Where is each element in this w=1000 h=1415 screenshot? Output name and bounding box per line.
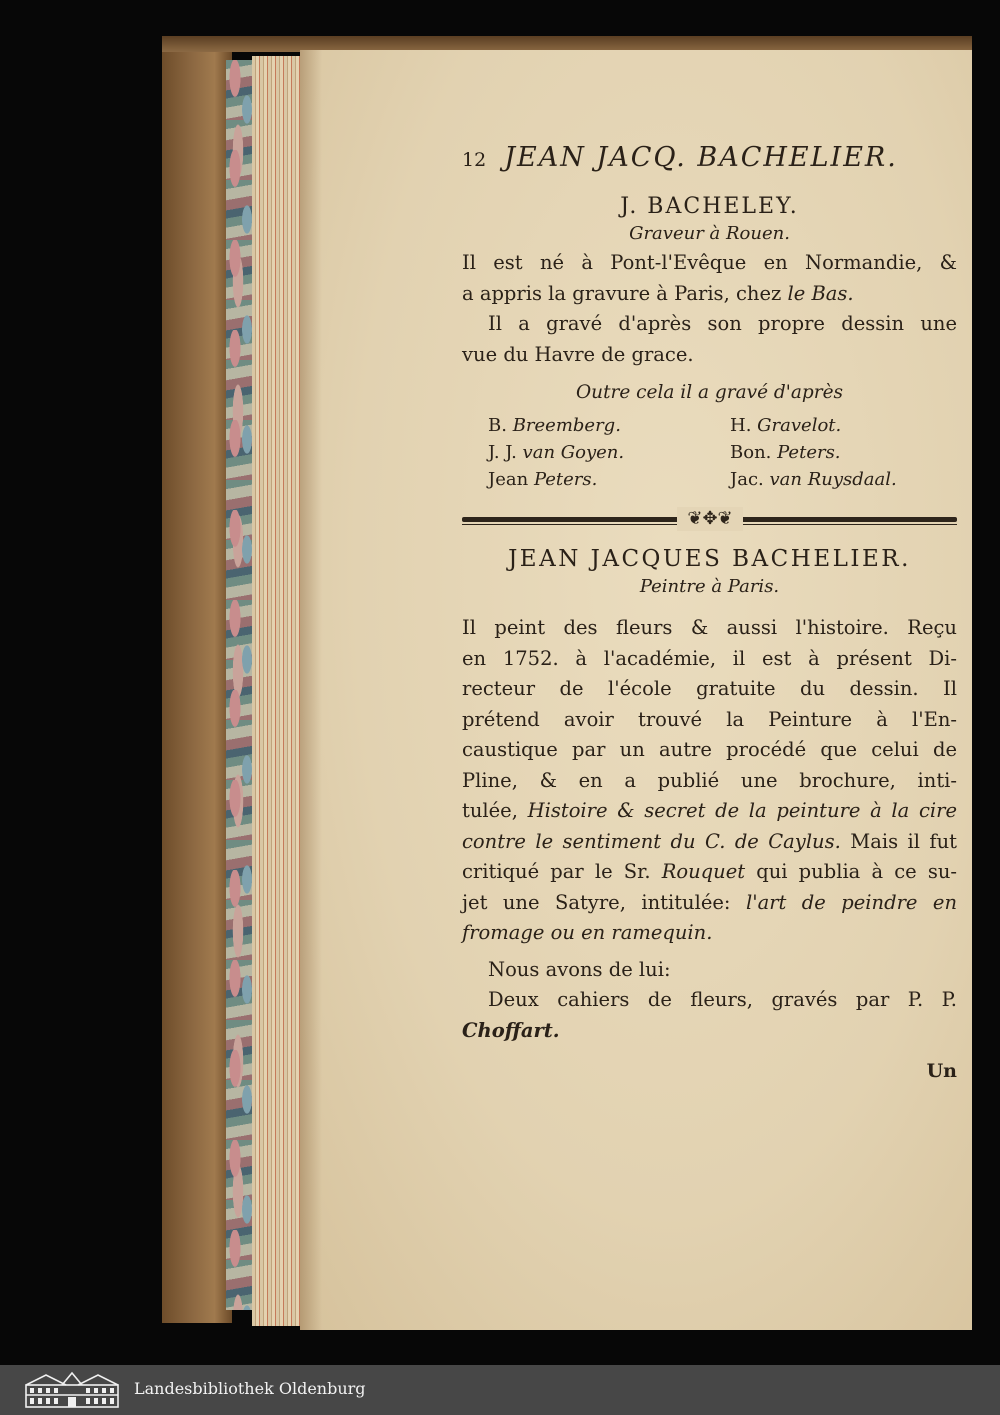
body-text: Mais il fut	[850, 829, 957, 853]
body-line: Deux cahiers de fleurs, gravés par P. P.	[488, 988, 957, 1011]
book-title: l'art de peindre en	[745, 890, 957, 914]
catchword: Un	[926, 1060, 957, 1082]
ornament-icon: ❦✥❦	[677, 507, 743, 531]
artist-name: Peters.	[777, 442, 841, 463]
works-intro: Nous avons de lui:	[488, 957, 671, 981]
body-text: qui publia à ce su-	[756, 860, 957, 883]
body-line: caustique par un autre procédé que celui de	[462, 738, 957, 761]
body-text: a appris la gravure à Paris, chez	[462, 281, 782, 305]
artist-name: Gravelot.	[757, 415, 842, 436]
book-title: Histoire & secret de la peinture à la cire	[527, 799, 957, 822]
ornamental-rule	[462, 499, 957, 543]
page-number: 12	[462, 149, 487, 171]
artist-entry	[730, 466, 970, 493]
book-title: contre le sentiment du C. de Caylus.	[462, 829, 841, 853]
body-line: recteur de l'école gratuite du dessin. Il	[462, 677, 957, 700]
artist-name: van Goyen.	[522, 442, 625, 463]
body-line: fromage ou en ramequin.	[462, 921, 713, 944]
body-line: prétend avoir trouvé la Peinture à l'En-	[462, 707, 957, 731]
library-building-icon	[22, 1369, 122, 1411]
entry-body	[462, 613, 957, 1046]
artist-initials: Bon.	[730, 442, 772, 463]
body-line	[462, 796, 957, 827]
library-footer	[0, 1365, 1000, 1415]
entry-role: Peintre à Paris.	[639, 576, 780, 597]
artist-name: van Ruysdaal.	[769, 469, 897, 490]
artist-initials: Jean	[488, 469, 529, 490]
body-line	[462, 827, 957, 858]
artist-name: Peters.	[533, 469, 598, 490]
body-line	[462, 279, 957, 310]
body-line: Il est né à Pont-l'Evêque en Normandie, &	[462, 251, 957, 274]
body-line: Pline, & en a publié une brochure, inti-	[462, 768, 957, 792]
artist-entry	[488, 439, 730, 466]
entry-body	[462, 248, 957, 370]
entry-role: Graveur à Rouen.	[629, 223, 790, 244]
body-line	[462, 888, 957, 919]
works-intro: Outre cela il a gravé d'après	[575, 382, 844, 403]
artist-initials: B.	[488, 415, 507, 436]
page-edges	[252, 56, 300, 1326]
entry-heading: J. BACHELEY.	[620, 194, 799, 219]
body-line: Il a gravé d'après son propre dessin une	[488, 312, 957, 335]
body-text: jet une Satyre, intitulée:	[462, 890, 731, 914]
body-line: en 1752. à l'académie, il est à présent Di-	[462, 646, 957, 670]
entry-heading: JEAN JACQUES BACHELIER.	[508, 546, 911, 572]
page-text	[462, 138, 957, 1082]
body-line: Il peint des fleurs & aussi l'histoire. Reçu	[462, 616, 957, 639]
body-text: critiqué par le Sr.	[462, 860, 651, 883]
body-line: vue du Havre de grace.	[462, 342, 694, 366]
body-line	[462, 857, 957, 888]
body-text: tulée,	[462, 799, 518, 822]
running-head	[462, 138, 957, 178]
artist-entry	[730, 439, 970, 466]
engraver-name: Choffart.	[462, 1018, 560, 1042]
artist-initials: J. J.	[488, 442, 517, 463]
artist-list	[462, 412, 957, 493]
artist-initials: H.	[730, 415, 752, 436]
running-head-title: JEAN JACQ. BACHELIER.	[504, 142, 898, 173]
artist-entry	[730, 412, 970, 439]
artist-initials: Jac.	[730, 469, 764, 490]
artist-name: Breemberg.	[512, 415, 621, 436]
gutter-shadow	[300, 50, 322, 1330]
book-cover-edge	[162, 38, 232, 1323]
library-name: Landesbibliothek Oldenburg	[134, 1379, 366, 1398]
person-name: Rouquet	[661, 860, 746, 883]
artist-entry	[488, 466, 730, 493]
teacher-name: le Bas.	[787, 281, 854, 305]
artist-entry	[488, 412, 730, 439]
